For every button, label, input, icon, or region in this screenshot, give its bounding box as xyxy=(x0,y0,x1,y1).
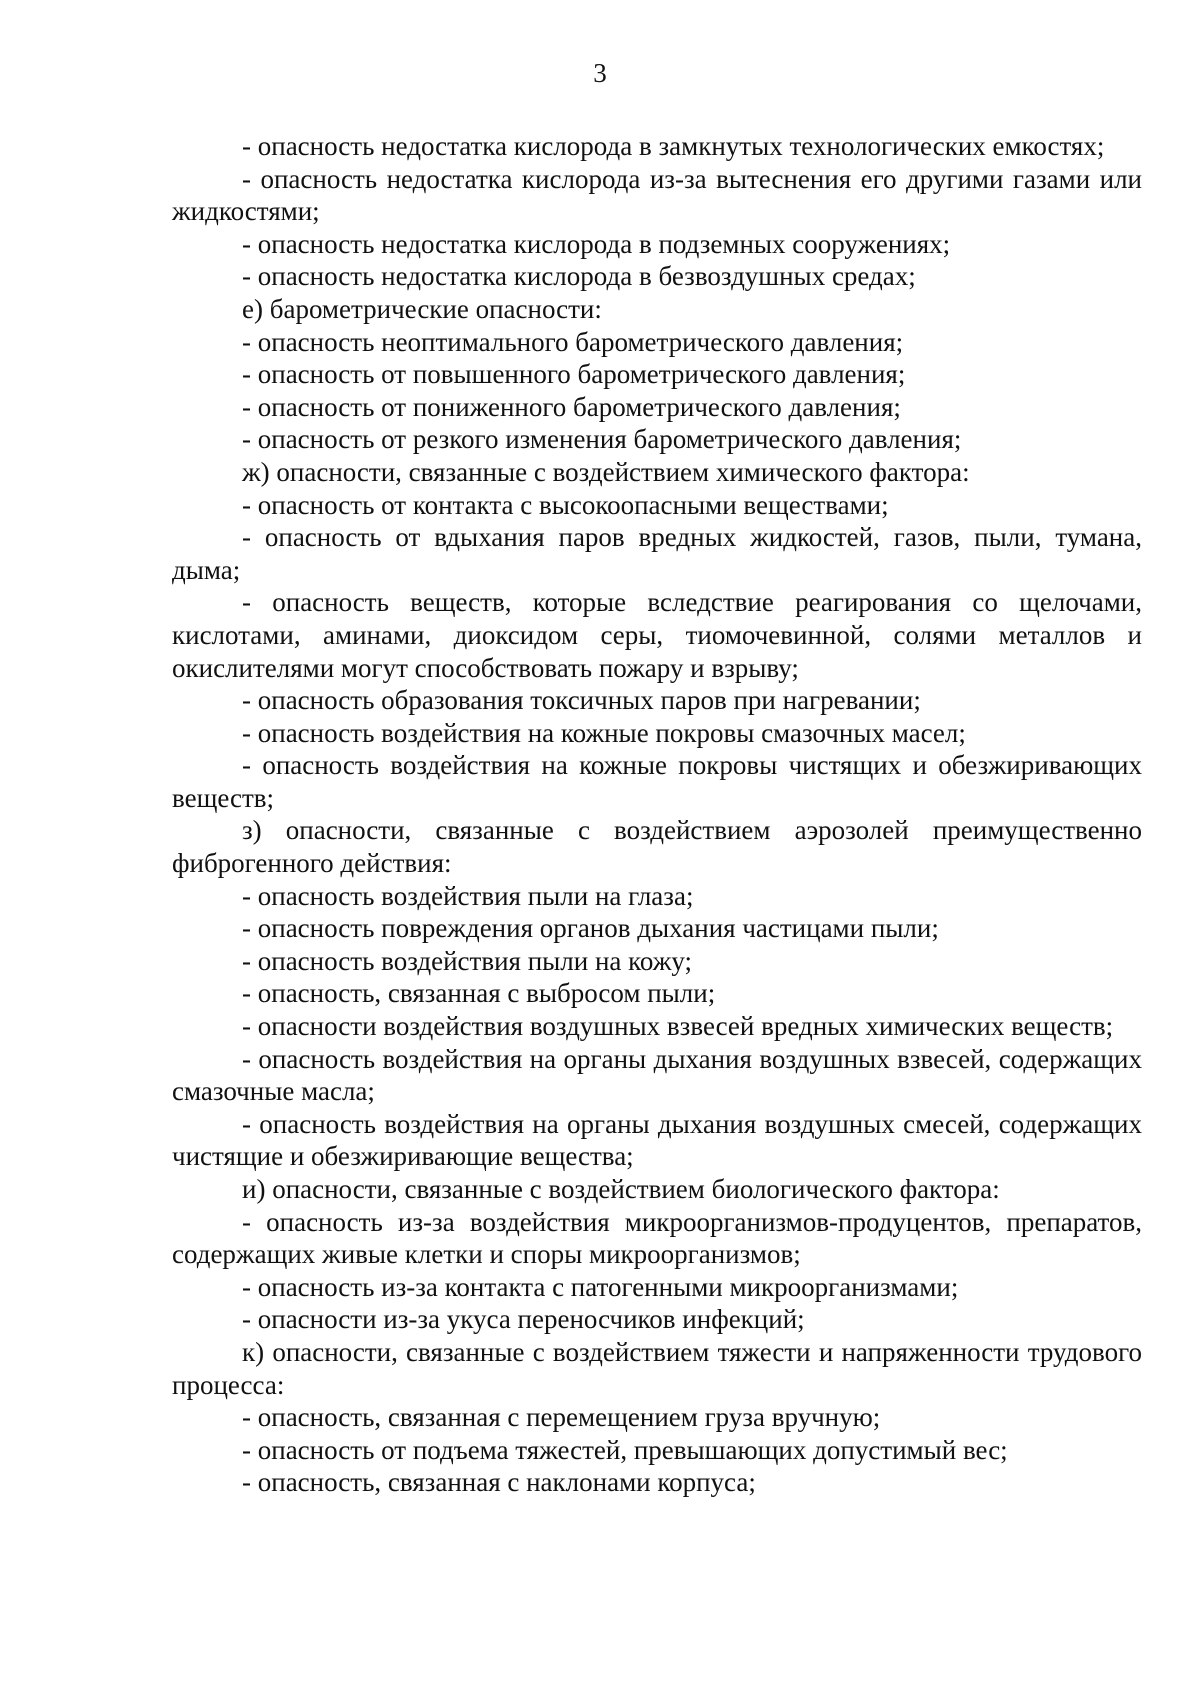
section-heading: ж) опасности, связанные с воздействием химического фактора: xyxy=(242,456,970,487)
list-item: - опасность недостатка кислорода в подземных сооружениях; xyxy=(242,228,951,259)
page-number: 3 xyxy=(593,58,607,88)
list-item: - опасность от повышенного барометрического давления; xyxy=(242,359,906,390)
list-item: - опасность воздействия на кожные покровы смазочных масел; xyxy=(242,717,966,748)
document-body xyxy=(172,130,1142,1499)
section-heading: и) опасности, связанные с воздействием биологического фактора: xyxy=(242,1174,1000,1204)
list-item: - опасность из-за контакта с патогенными микроорганизмами; xyxy=(242,1271,959,1302)
list-item: - опасность от контакта с высокоопасными веществами; xyxy=(242,489,889,520)
list-item: - опасность от подъема тяжестей, превышающих допустимый вес; xyxy=(242,1434,1008,1465)
list-item: - опасность недостатка кислорода из-за вытеснения его другими газами или жидкостями; xyxy=(172,163,1142,227)
list-item: - опасность неоптимального барометрического давления; xyxy=(242,326,904,357)
section-heading: е) барометрические опасности: xyxy=(242,293,602,324)
list-item: - опасности из-за укуса переносчиков инфекций; xyxy=(242,1304,805,1335)
list-item: - опасность образования токсичных паров при нагревании; xyxy=(242,685,921,716)
list-item: - опасность воздействия пыли на глаза; xyxy=(242,880,694,911)
list-item: - опасность, связанная с наклонами корпуса; xyxy=(242,1467,756,1498)
list-item: - опасность от вдыхания паров вредных жидкостей, газов, пыли, тумана, дыма; xyxy=(172,522,1142,585)
list-item: - опасность из-за воздействия микроорганизмов-продуцентов, препаратов, содержащих живые клетки и споры микроорганизмов; xyxy=(172,1206,1142,1270)
list-item: - опасность недостатка кислорода в замкнутых технологических емкостях; xyxy=(242,131,1105,161)
section-heading: з) опасности, связанные с воздействием аэрозолей преимущественно фиброгенного действия: xyxy=(172,815,1142,879)
list-item: - опасность от резкого изменения барометрического давления; xyxy=(242,424,962,455)
list-item: - опасность воздействия пыли на кожу; xyxy=(242,945,693,976)
list-item: - опасность веществ, которые вследствие реагирования со щелочами, кислотами, аминами, диоксидом серы, тиомочевинной, солями металлов и окислителями могут способствовать пожару и взрыву; xyxy=(172,587,1142,683)
list-item: - опасность воздействия на органы дыхания воздушных взвесей, содержащих смазочные масла; xyxy=(172,1043,1142,1107)
section-heading: к) опасности, связанные с воздействием тяжести и напряженности трудового процесса: xyxy=(172,1336,1142,1400)
list-item: - опасность воздействия на кожные покровы чистящих и обезжиривающих веществ; xyxy=(172,750,1142,813)
list-item: - опасность, связанная с выбросом пыли; xyxy=(242,978,716,1009)
list-item: - опасность от пониженного барометрического давления; xyxy=(242,391,901,422)
list-item: - опасность, связанная с перемещением груза вручную; xyxy=(242,1402,881,1433)
list-item: - опасности воздействия воздушных взвесей вредных химических веществ; xyxy=(242,1011,1114,1042)
list-item: - опасность повреждения органов дыхания частицами пыли; xyxy=(242,913,939,944)
list-item: - опасность воздействия на органы дыхания воздушных смесей, содержащих чистящие и обезжиривающие вещества; xyxy=(172,1108,1142,1172)
list-item: - опасность недостатка кислорода в безвоздушных средах; xyxy=(242,261,916,292)
